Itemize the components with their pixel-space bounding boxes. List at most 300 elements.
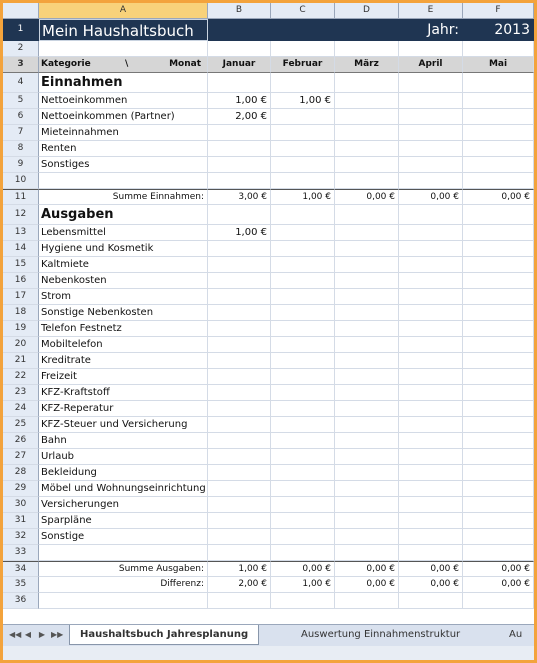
ausgaben-row-february[interactable] (271, 385, 335, 401)
row-header-13[interactable]: 13 (3, 225, 39, 241)
ausgaben-row-january[interactable] (208, 337, 271, 353)
ausgaben-row-may[interactable] (463, 529, 534, 545)
summe-einnahmen-february[interactable]: 1,00 € (271, 189, 335, 205)
cell-empty[interactable] (399, 173, 463, 189)
differenz-row (3, 577, 534, 593)
ausgaben-row-january[interactable] (208, 401, 271, 417)
ausgaben-row-label[interactable]: KFZ-Kraftstoff (39, 385, 208, 401)
ausgaben-row-march[interactable] (335, 401, 399, 417)
ausgaben-row-label[interactable]: Sonstige Nebenkosten (39, 305, 208, 321)
ausgaben-row (3, 257, 534, 273)
cell-empty[interactable] (208, 205, 271, 225)
ausgaben-row-may[interactable] (463, 353, 534, 369)
ausgaben-row-january[interactable] (208, 257, 271, 273)
ausgaben-row-february[interactable] (271, 433, 335, 449)
einnahmen-row-january[interactable]: 1,00 € (208, 93, 271, 109)
ausgaben-row (3, 353, 534, 369)
cell-empty[interactable] (399, 205, 463, 225)
cell-empty[interactable] (463, 41, 534, 57)
einnahmen-row-february[interactable] (271, 157, 335, 173)
ausgaben-row-january[interactable] (208, 353, 271, 369)
ausgaben-row-april[interactable] (399, 449, 463, 465)
row-header-21[interactable]: 21 (3, 353, 39, 369)
summe-ausgaben-january[interactable]: 1,00 € (208, 561, 271, 577)
ausgaben-row-label[interactable]: Mobiltelefon (39, 337, 208, 353)
ausgaben-row-may[interactable] (463, 289, 534, 305)
row-header-35[interactable]: 35 (3, 577, 39, 593)
kategorie-label: Kategorie (41, 59, 91, 69)
ausgaben-row-april[interactable] (399, 305, 463, 321)
ausgaben-row-january[interactable] (208, 529, 271, 545)
einnahmen-title[interactable]: Einnahmen (39, 73, 208, 93)
ausgaben-section-row (3, 205, 534, 225)
month-header-february[interactable]: Februar (271, 57, 335, 73)
einnahmen-row-january[interactable] (208, 125, 271, 141)
einnahmen-row-february[interactable] (271, 141, 335, 157)
ausgaben-row-april[interactable] (399, 289, 463, 305)
ausgaben-row-march[interactable] (335, 337, 399, 353)
ausgaben-row-january[interactable] (208, 481, 271, 497)
ausgaben-row-label[interactable]: Strom (39, 289, 208, 305)
ausgaben-row-may[interactable] (463, 497, 534, 513)
column-header-a[interactable]: A (39, 3, 208, 19)
ausgaben-row-march[interactable] (335, 289, 399, 305)
ausgaben-row-february[interactable] (271, 529, 335, 545)
ausgaben-row-february[interactable] (271, 369, 335, 385)
ausgaben-row-february[interactable] (271, 305, 335, 321)
ausgaben-row-label[interactable]: Bekleidung (39, 465, 208, 481)
ausgaben-row-may[interactable] (463, 433, 534, 449)
row-header-25[interactable]: 25 (3, 417, 39, 433)
month-header-may[interactable]: Mai (463, 57, 534, 73)
ausgaben-row-january[interactable] (208, 369, 271, 385)
einnahmen-row (3, 141, 534, 157)
ausgaben-row-february[interactable] (271, 465, 335, 481)
ausgaben-row-may[interactable] (463, 401, 534, 417)
status-bar (3, 646, 534, 660)
year-value[interactable]: 2013 (463, 19, 534, 41)
ausgaben-row-february[interactable] (271, 353, 335, 369)
einnahmen-row-march[interactable] (335, 109, 399, 125)
ausgaben-row-may[interactable] (463, 369, 534, 385)
ausgaben-row-march[interactable] (335, 305, 399, 321)
cell-empty[interactable] (399, 41, 463, 57)
ausgaben-row-label[interactable]: Sonstige (39, 529, 208, 545)
ausgaben-row-february[interactable] (271, 225, 335, 241)
einnahmen-row-march[interactable] (335, 93, 399, 109)
einnahmen-section-row (3, 73, 534, 93)
row-header-1[interactable]: 1 (3, 19, 39, 41)
einnahmen-row-may[interactable] (463, 93, 534, 109)
ausgaben-row-label[interactable]: Bahn (39, 433, 208, 449)
cell-empty[interactable] (463, 173, 534, 189)
ausgaben-row (3, 369, 534, 385)
ausgaben-row-january[interactable] (208, 465, 271, 481)
differenz-label[interactable]: Differenz: (39, 577, 208, 593)
einnahmen-row-april[interactable] (399, 125, 463, 141)
column-header-b[interactable]: B (208, 3, 271, 19)
ausgaben-row-february[interactable] (271, 273, 335, 289)
row-header-3[interactable]: 3 (3, 57, 39, 73)
row-header-15[interactable]: 15 (3, 257, 39, 273)
ausgaben-row (3, 417, 534, 433)
title-cell[interactable]: Mein Haushaltsbuch (39, 19, 208, 41)
cell-empty[interactable] (399, 593, 463, 609)
ausgaben-row (3, 481, 534, 497)
ausgaben-row-february[interactable] (271, 241, 335, 257)
ausgaben-row-january[interactable] (208, 417, 271, 433)
ausgaben-row-label[interactable]: Möbel und Wohnungseinrichtung (39, 481, 208, 497)
ausgaben-row-march[interactable] (335, 481, 399, 497)
summe-einnahmen-label[interactable]: Summe Einnahmen: (39, 189, 208, 205)
einnahmen-row-january[interactable]: 2,00 € (208, 109, 271, 125)
row-header-27[interactable]: 27 (3, 449, 39, 465)
ausgaben-row-april[interactable] (399, 465, 463, 481)
ausgaben-row-february[interactable] (271, 513, 335, 529)
ausgaben-row-label[interactable]: KFZ-Reperatur (39, 401, 208, 417)
cell-empty[interactable] (271, 205, 335, 225)
row-header-23[interactable]: 23 (3, 385, 39, 401)
row-header-28[interactable]: 28 (3, 465, 39, 481)
ausgaben-row-label[interactable]: Nebenkosten (39, 273, 208, 289)
monat-label: Monat (169, 59, 201, 69)
ausgaben-row-february[interactable] (271, 401, 335, 417)
column-header-f[interactable]: F (463, 3, 534, 19)
cell-empty[interactable] (39, 545, 208, 561)
column-header-d[interactable]: D (335, 3, 399, 19)
cell-empty[interactable] (208, 73, 271, 93)
month-header-january[interactable]: Januar (208, 57, 271, 73)
row-header-30[interactable]: 30 (3, 497, 39, 513)
ausgaben-row-label[interactable]: Lebensmittel (39, 225, 208, 241)
ausgaben-row-january[interactable] (208, 289, 271, 305)
cell-empty[interactable] (399, 545, 463, 561)
differenz-may[interactable]: 0,00 € (463, 577, 534, 593)
summe-ausgaben-row (3, 561, 534, 577)
ausgaben-row-april[interactable] (399, 353, 463, 369)
ausgaben-row (3, 529, 534, 545)
ausgaben-row-april[interactable] (399, 481, 463, 497)
ausgaben-row (3, 449, 534, 465)
einnahmen-row-april[interactable] (399, 157, 463, 173)
ausgaben-row-april[interactable] (399, 529, 463, 545)
ausgaben-row-january[interactable] (208, 241, 271, 257)
differenz-february[interactable]: 1,00 € (271, 577, 335, 593)
category-month-header[interactable] (39, 57, 208, 73)
empty-row (3, 545, 534, 561)
ausgaben-row-january[interactable] (208, 385, 271, 401)
title-fill-b[interactable] (208, 19, 271, 41)
ausgaben-row-april[interactable] (399, 321, 463, 337)
title-row (3, 19, 534, 41)
summe-ausgaben-label[interactable]: Summe Ausgaben: (39, 561, 208, 577)
cell-empty[interactable] (463, 593, 534, 609)
ausgaben-row-march[interactable] (335, 369, 399, 385)
cell-empty[interactable] (335, 545, 399, 561)
einnahmen-row-label[interactable]: Nettoeinkommen (39, 93, 208, 109)
ausgaben-row (3, 305, 534, 321)
ausgaben-row-april[interactable] (399, 337, 463, 353)
ausgaben-row (3, 337, 534, 353)
ausgaben-row-march[interactable] (335, 353, 399, 369)
ausgaben-row-may[interactable] (463, 257, 534, 273)
cell-empty[interactable] (335, 593, 399, 609)
last-sheet-icon[interactable]: ▶▶ (51, 630, 64, 639)
cell-empty[interactable] (208, 41, 271, 57)
cell-empty[interactable] (463, 545, 534, 561)
row-header-12[interactable]: 12 (3, 205, 39, 225)
cell-empty[interactable] (271, 545, 335, 561)
ausgaben-row-may[interactable] (463, 385, 534, 401)
ausgaben-row-january[interactable] (208, 433, 271, 449)
row-header-7[interactable]: 7 (3, 125, 39, 141)
sheet-tab-bar (3, 624, 534, 646)
ausgaben-row-april[interactable] (399, 385, 463, 401)
ausgaben-row-march[interactable] (335, 449, 399, 465)
einnahmen-row-january[interactable] (208, 157, 271, 173)
einnahmen-row-march[interactable] (335, 157, 399, 173)
row-header-36[interactable]: 36 (3, 593, 39, 609)
ausgaben-row-label[interactable]: KFZ-Steuer und Versicherung (39, 417, 208, 433)
summe-ausgaben-february[interactable]: 0,00 € (271, 561, 335, 577)
ausgaben-row-label[interactable]: Hygiene und Kosmetik (39, 241, 208, 257)
ausgaben-row-label[interactable]: Telefon Festnetz (39, 321, 208, 337)
cell-empty[interactable] (208, 593, 271, 609)
row-header-11[interactable]: 11 (3, 189, 39, 205)
cell-empty[interactable] (39, 41, 208, 57)
ausgaben-row-march[interactable] (335, 433, 399, 449)
ausgaben-row-march[interactable] (335, 417, 399, 433)
row-header-4[interactable]: 4 (3, 73, 39, 93)
ausgaben-row-february[interactable] (271, 337, 335, 353)
row-header-33[interactable]: 33 (3, 545, 39, 561)
ausgaben-row-may[interactable] (463, 513, 534, 529)
header-row (3, 57, 534, 73)
ausgaben-row-january[interactable]: 1,00 € (208, 225, 271, 241)
row-header-19[interactable]: 19 (3, 321, 39, 337)
einnahmen-row-march[interactable] (335, 141, 399, 157)
ausgaben-row-april[interactable] (399, 225, 463, 241)
ausgaben-row-april[interactable] (399, 513, 463, 529)
summe-einnahmen-april[interactable]: 0,00 € (399, 189, 463, 205)
row-header-32[interactable]: 32 (3, 529, 39, 545)
einnahmen-row-may[interactable] (463, 125, 534, 141)
ausgaben-row-february[interactable] (271, 321, 335, 337)
differenz-april[interactable]: 0,00 € (399, 577, 463, 593)
ausgaben-row-may[interactable] (463, 241, 534, 257)
spreadsheet-grid (3, 3, 534, 622)
cell-empty[interactable] (271, 173, 335, 189)
cell-empty[interactable] (463, 73, 534, 93)
einnahmen-row (3, 93, 534, 109)
einnahmen-row-april[interactable] (399, 109, 463, 125)
summe-einnahmen-row (3, 189, 534, 205)
ausgaben-row-label[interactable]: Freizeit (39, 369, 208, 385)
einnahmen-row-february[interactable] (271, 125, 335, 141)
ausgaben-row-label[interactable]: Urlaub (39, 449, 208, 465)
differenz-march[interactable]: 0,00 € (335, 577, 399, 593)
einnahmen-row-label[interactable]: Mieteinnahmen (39, 125, 208, 141)
ausgaben-row-april[interactable] (399, 273, 463, 289)
ausgaben-row-may[interactable] (463, 481, 534, 497)
ausgaben-row-may[interactable] (463, 305, 534, 321)
tab-au[interactable]: Au (509, 629, 523, 640)
month-header-march[interactable]: März (335, 57, 399, 73)
ausgaben-title[interactable]: Ausgaben (39, 205, 208, 225)
summe-ausgaben-april[interactable]: 0,00 € (399, 561, 463, 577)
cell-empty[interactable] (208, 545, 271, 561)
row-header-31[interactable]: 31 (3, 513, 39, 529)
einnahmen-row-march[interactable] (335, 125, 399, 141)
ausgaben-row-january[interactable] (208, 497, 271, 513)
ausgaben-row-may[interactable] (463, 465, 534, 481)
ausgaben-row-april[interactable] (399, 417, 463, 433)
ausgaben-row-april[interactable] (399, 257, 463, 273)
row-header-10[interactable]: 10 (3, 173, 39, 189)
row-header-34[interactable]: 34 (3, 561, 39, 577)
select-all-corner[interactable] (3, 3, 39, 19)
ausgaben-row (3, 241, 534, 257)
ausgaben-row-february[interactable] (271, 449, 335, 465)
ausgaben-row-label[interactable]: Kreditrate (39, 353, 208, 369)
tab-haushaltsbuch-jahresplanung[interactable]: Haushaltsbuch Jahresplanung (69, 625, 259, 645)
title-fill-c[interactable] (271, 19, 335, 41)
row-header-22[interactable]: 22 (3, 369, 39, 385)
row-header-6[interactable]: 6 (3, 109, 39, 125)
row-header-29[interactable]: 29 (3, 481, 39, 497)
einnahmen-row-label[interactable]: Sonstiges (39, 157, 208, 173)
einnahmen-row-april[interactable] (399, 141, 463, 157)
ausgaben-row-january[interactable] (208, 321, 271, 337)
ausgaben-row-january[interactable] (208, 273, 271, 289)
ausgaben-row-may[interactable] (463, 449, 534, 465)
ausgaben-row-january[interactable] (208, 305, 271, 321)
row-header-24[interactable]: 24 (3, 401, 39, 417)
summe-einnahmen-may[interactable]: 0,00 € (463, 189, 534, 205)
ausgaben-row-may[interactable] (463, 417, 534, 433)
ausgaben-row-may[interactable] (463, 321, 534, 337)
cell-empty[interactable] (335, 205, 399, 225)
cell-empty[interactable] (271, 73, 335, 93)
cell-empty[interactable] (39, 593, 208, 609)
einnahmen-row-may[interactable] (463, 141, 534, 157)
einnahmen-row-february[interactable] (271, 109, 335, 125)
row-header-2[interactable]: 2 (3, 41, 39, 57)
next-sheet-icon[interactable]: ▶ (38, 630, 46, 639)
cell-empty[interactable] (271, 593, 335, 609)
row-header-8[interactable]: 8 (3, 141, 39, 157)
ausgaben-row-march[interactable] (335, 273, 399, 289)
cell-empty[interactable] (335, 73, 399, 93)
year-label[interactable]: Jahr: (399, 19, 463, 41)
summe-einnahmen-january[interactable]: 3,00 € (208, 189, 271, 205)
title-fill-d[interactable] (335, 19, 399, 41)
cell-empty[interactable] (208, 173, 271, 189)
ausgaben-row-label[interactable]: Sparpläne (39, 513, 208, 529)
ausgaben-row-label[interactable]: Versicherungen (39, 497, 208, 513)
ausgaben-row-may[interactable] (463, 337, 534, 353)
ausgaben-row-march[interactable] (335, 257, 399, 273)
einnahmen-row-may[interactable] (463, 109, 534, 125)
ausgaben-row (3, 289, 534, 305)
einnahmen-row-april[interactable] (399, 93, 463, 109)
einnahmen-row-label[interactable]: Nettoeinkommen (Partner) (39, 109, 208, 125)
month-header-april[interactable]: April (399, 57, 463, 73)
ausgaben-row-february[interactable] (271, 257, 335, 273)
einnahmen-row-may[interactable] (463, 157, 534, 173)
empty-row (3, 593, 534, 609)
ausgaben-row-march[interactable] (335, 321, 399, 337)
ausgaben-row-march[interactable] (335, 497, 399, 513)
row-header-14[interactable]: 14 (3, 241, 39, 257)
row-header-17[interactable]: 17 (3, 289, 39, 305)
ausgaben-row-april[interactable] (399, 433, 463, 449)
row-header-20[interactable]: 20 (3, 337, 39, 353)
ausgaben-row (3, 433, 534, 449)
ausgaben-row-label[interactable]: Kaltmiete (39, 257, 208, 273)
row-header-5[interactable]: 5 (3, 93, 39, 109)
ausgaben-row-march[interactable] (335, 225, 399, 241)
ausgaben-row (3, 497, 534, 513)
row-header-18[interactable]: 18 (3, 305, 39, 321)
ausgaben-row-april[interactable] (399, 497, 463, 513)
tab-auswertung-einnahmenstruktur[interactable]: Auswertung Einnahmenstruktur (301, 629, 461, 640)
ausgaben-row-february[interactable] (271, 289, 335, 305)
ausgaben-row-february[interactable] (271, 417, 335, 433)
row-header-16[interactable]: 16 (3, 273, 39, 289)
ausgaben-row (3, 225, 534, 241)
einnahmen-row-label[interactable]: Renten (39, 141, 208, 157)
ausgaben-row (3, 401, 534, 417)
ausgaben-row-may[interactable] (463, 273, 534, 289)
column-header-e[interactable]: E (399, 3, 463, 19)
ausgaben-row-april[interactable] (399, 369, 463, 385)
ausgaben-row-may[interactable] (463, 225, 534, 241)
cell-empty[interactable] (335, 173, 399, 189)
ausgaben-row (3, 273, 534, 289)
ausgaben-row-january[interactable] (208, 513, 271, 529)
row-header-26[interactable]: 26 (3, 433, 39, 449)
differenz-january[interactable]: 2,00 € (208, 577, 271, 593)
cell-empty[interactable] (399, 73, 463, 93)
einnahmen-row-january[interactable] (208, 141, 271, 157)
ausgaben-row-march[interactable] (335, 241, 399, 257)
cell-empty[interactable] (335, 41, 399, 57)
cell-empty[interactable] (463, 205, 534, 225)
einnahmen-row (3, 109, 534, 125)
summe-ausgaben-march[interactable]: 0,00 € (335, 561, 399, 577)
first-sheet-icon[interactable]: ◀◀ (9, 630, 22, 639)
ausgaben-row-april[interactable] (399, 401, 463, 417)
ausgaben-row-january[interactable] (208, 449, 271, 465)
ausgaben-row-march[interactable] (335, 513, 399, 529)
prev-sheet-icon[interactable]: ◀ (24, 630, 32, 639)
ausgaben-row-april[interactable] (399, 241, 463, 257)
ausgaben-row-february[interactable] (271, 481, 335, 497)
ausgaben-row-march[interactable] (335, 529, 399, 545)
ausgaben-row-march[interactable] (335, 385, 399, 401)
ausgaben-row-march[interactable] (335, 465, 399, 481)
column-header-c[interactable]: C (271, 3, 335, 19)
cell-empty[interactable] (271, 41, 335, 57)
row-header-9[interactable]: 9 (3, 157, 39, 173)
summe-einnahmen-march[interactable]: 0,00 € (335, 189, 399, 205)
ausgaben-row-february[interactable] (271, 497, 335, 513)
einnahmen-row-february[interactable]: 1,00 € (271, 93, 335, 109)
cell-empty[interactable] (39, 173, 208, 189)
summe-ausgaben-may[interactable]: 0,00 € (463, 561, 534, 577)
ausgaben-row (3, 385, 534, 401)
